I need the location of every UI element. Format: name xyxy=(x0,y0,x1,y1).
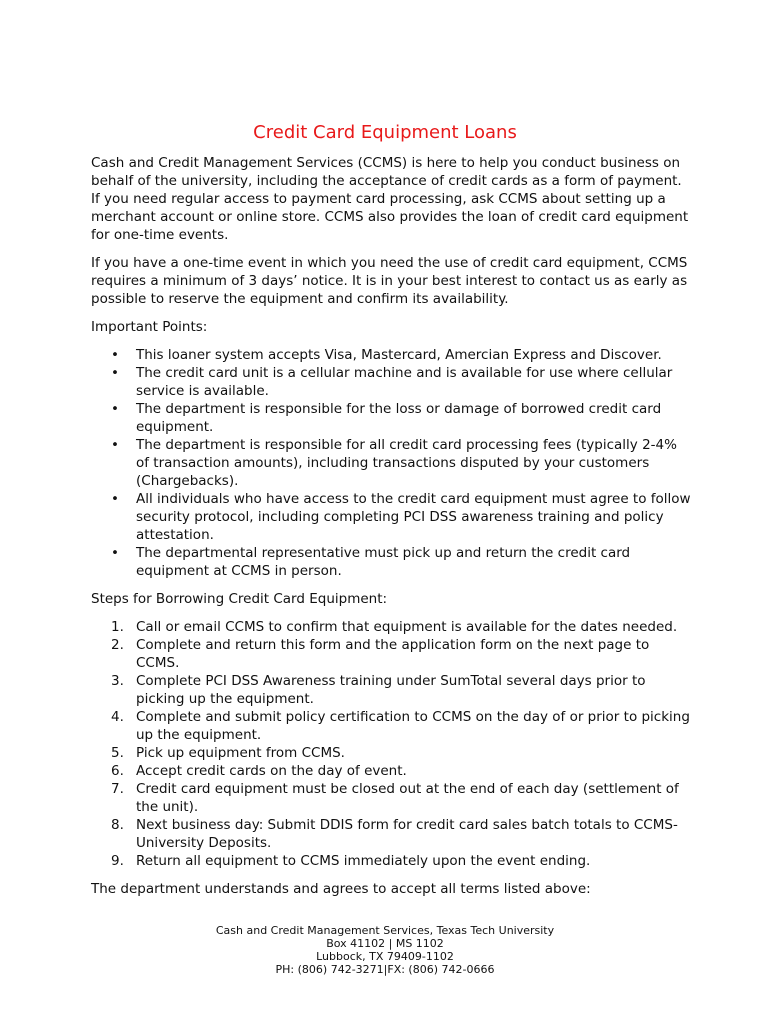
step-text: Call or email CCMS to confirm that equipment is available for the dates needed. xyxy=(136,619,678,635)
step-number: 7. xyxy=(111,781,124,797)
bullet-text: The credit card unit is a cellular machine and is available for use where cellular service is available. xyxy=(136,365,673,399)
important-points-heading: Important Points: xyxy=(91,319,208,335)
page-title: Credit Card Equipment Loans xyxy=(253,122,517,143)
bullet-text: This loaner system accepts Visa, Mastercard, Amercian Express and Discover. xyxy=(136,347,662,363)
step-number: 9. xyxy=(111,853,124,869)
footer-city: Lubbock, TX 79409-1102 xyxy=(316,950,454,963)
list-item xyxy=(91,636,691,672)
footer-phone-fax: PH: (806) 742-3271|FX: (806) 742-0666 xyxy=(275,963,495,976)
list-item xyxy=(91,816,691,852)
steps-heading: Steps for Borrowing Credit Card Equipment: xyxy=(91,591,388,607)
list-item xyxy=(91,400,691,436)
step-text: Pick up equipment from CCMS. xyxy=(136,745,345,761)
bullet-text: The department is responsible for all credit card processing fees (typically 2-4% of transaction amounts), including transactions disputed by your customers (Chargebacks). xyxy=(136,437,677,489)
bullet-marker: • xyxy=(111,437,119,453)
page-footer xyxy=(0,924,770,976)
list-item xyxy=(91,544,691,580)
bullet-marker: • xyxy=(111,365,119,381)
step-text: Credit card equipment must be closed out at the end of each day (settlement of the unit). xyxy=(136,781,679,815)
bullet-text: The department is responsible for the loss or damage of borrowed credit card equipment. xyxy=(136,401,662,435)
important-points-list xyxy=(91,346,691,580)
step-number: 2. xyxy=(111,637,124,653)
footer-organization: Cash and Credit Management Services, Texas Tech University xyxy=(215,924,555,937)
list-item xyxy=(91,780,691,816)
bullet-marker: • xyxy=(111,491,119,507)
step-number: 4. xyxy=(111,709,124,725)
bullet-text: All individuals who have access to the credit card equipment must agree to follow security protocol, including completing PCI DSS awareness training and policy attestation. xyxy=(136,491,691,543)
list-item xyxy=(91,436,691,490)
steps-list xyxy=(91,618,691,870)
step-text: Accept credit cards on the day of event. xyxy=(136,763,407,779)
list-item xyxy=(91,618,691,636)
list-item xyxy=(91,762,691,780)
list-item xyxy=(91,364,691,400)
list-item xyxy=(91,744,691,762)
step-number: 1. xyxy=(111,619,124,635)
bullet-marker: • xyxy=(111,545,119,561)
step-text: Return all equipment to CCMS immediately upon the event ending. xyxy=(136,853,591,869)
list-item xyxy=(91,672,691,708)
step-number: 3. xyxy=(111,673,124,689)
step-number: 5. xyxy=(111,745,124,761)
step-text: Complete and return this form and the application form on the next page to CCMS. xyxy=(136,637,650,671)
notice-paragraph: If you have a one-time event in which you need the use of credit card equipment, CCMS requires a minimum of 3 days’ notice. It is in your best interest to contact us as early as possible to reserve the equipment and confirm its availability. xyxy=(91,255,688,307)
step-text: Complete and submit policy certification to CCMS on the day of or prior to picking up the equipment. xyxy=(136,709,690,743)
bullet-marker: • xyxy=(111,401,119,417)
step-number: 6. xyxy=(111,763,124,779)
bullet-text: The departmental representative must pick up and return the credit card equipment at CCMS in person. xyxy=(136,545,631,579)
step-text: Complete PCI DSS Awareness training under SumTotal several days prior to picking up the equipment. xyxy=(136,673,646,707)
list-item xyxy=(91,708,691,744)
step-text: Next business day: Submit DDIS form for credit card sales batch totals to CCMS-University Deposits. xyxy=(136,817,678,851)
list-item xyxy=(91,490,691,544)
bullet-marker: • xyxy=(111,347,119,363)
footer-box: Box 41102 | MS 1102 xyxy=(326,937,444,950)
list-item xyxy=(91,346,691,364)
step-number: 8. xyxy=(111,817,124,833)
document-body xyxy=(91,154,691,908)
agreement-statement: The department understands and agrees to accept all terms listed above: xyxy=(91,881,591,897)
intro-paragraph: Cash and Credit Management Services (CCMS) is here to help you conduct business on behalf of the university, including the acceptance of credit cards as a form of payment. If you need regular access to payment card processing, ask CCMS about setting up a merchant account or online store. CCMS also provides the loan of credit card equipment for one-time events. xyxy=(91,155,689,243)
list-item xyxy=(91,852,691,870)
